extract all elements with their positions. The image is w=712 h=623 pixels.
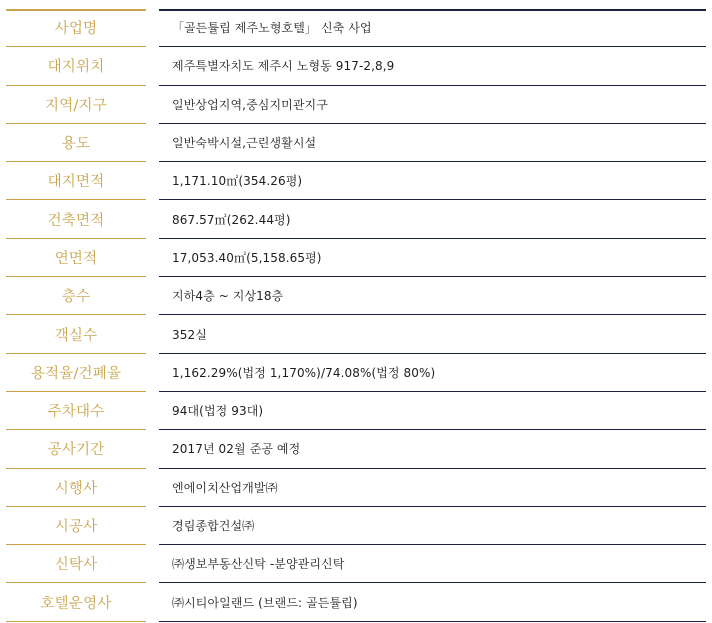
spec-value: 「골든튤립 제주노형호텔」 신축 사업 <box>172 21 372 36</box>
spec-label-cell <box>6 239 146 277</box>
spec-label-cell <box>6 354 146 392</box>
spec-label-cell <box>6 545 146 583</box>
spec-row-site-area <box>6 162 706 200</box>
spec-value: 제주특별자치도 제주시 노형동 917-2,8,9 <box>172 59 395 74</box>
spec-row-usage <box>6 124 706 162</box>
spec-label-cell <box>6 315 146 353</box>
spec-value-cell <box>159 239 706 277</box>
spec-value-cell <box>159 354 706 392</box>
spec-value: 17,053.40㎡(5,158.65평) <box>172 250 322 265</box>
spec-label: 대지위치 <box>47 59 105 76</box>
spec-value: 지하4층 ~ 지상18층 <box>172 289 284 304</box>
spec-label-cell <box>6 47 146 85</box>
spec-label-cell <box>6 277 146 315</box>
spec-label-cell <box>6 86 146 124</box>
spec-row-building-area <box>6 200 706 238</box>
spec-row-parking <box>6 392 706 430</box>
spec-value-cell <box>159 507 706 545</box>
spec-row-room-count <box>6 315 706 353</box>
spec-value-cell <box>159 86 706 124</box>
spec-label-cell <box>6 583 146 621</box>
spec-value-cell <box>159 545 706 583</box>
spec-value: 일반숙박시설,근린생활시설 <box>172 136 317 151</box>
spec-label: 신탁사 <box>54 557 98 574</box>
spec-value-cell <box>159 392 706 430</box>
spec-label-cell <box>6 392 146 430</box>
spec-label: 건축면적 <box>47 212 105 229</box>
spec-label-cell <box>6 430 146 468</box>
spec-value: 94대(법정 93대) <box>172 404 264 419</box>
spec-value-cell <box>159 124 706 162</box>
spec-label-cell <box>6 124 146 162</box>
spec-label: 공사기간 <box>47 442 105 459</box>
spec-row-construction-period <box>6 430 706 468</box>
spec-value: 867.57㎡(262.44평) <box>172 212 291 227</box>
spec-row-zoning <box>6 86 706 124</box>
spec-label: 주차대수 <box>47 404 105 421</box>
spec-label: 시공사 <box>54 519 98 535</box>
spec-value-cell <box>159 162 706 200</box>
spec-row-hotel-operator <box>6 583 706 621</box>
spec-value-cell <box>159 200 706 238</box>
spec-row-floor-area-ratio <box>6 354 706 392</box>
spec-label-cell <box>6 469 146 507</box>
spec-value: 1,162.29%(법정 1,170%)/74.08%(법정 80%) <box>172 365 436 380</box>
spec-row-trust-company <box>6 545 706 583</box>
spec-label-cell <box>6 9 146 47</box>
spec-row-floors <box>6 277 706 315</box>
spec-label: 객실수 <box>54 327 98 344</box>
spec-row-site-location <box>6 47 706 85</box>
spec-label: 층수 <box>61 289 91 306</box>
spec-row-total-floor-area <box>6 239 706 277</box>
spec-value-cell <box>159 430 706 468</box>
spec-label: 연면적 <box>54 250 98 267</box>
spec-value: 352실 <box>172 327 207 342</box>
spec-label: 사업명 <box>54 21 98 38</box>
spec-label-cell <box>6 507 146 545</box>
spec-label: 용적율/건폐율 <box>30 365 122 382</box>
spec-row-developer <box>6 469 706 507</box>
spec-value: 1,171.10㎡(354.26평) <box>172 174 303 189</box>
spec-label-cell <box>6 162 146 200</box>
spec-value-cell <box>159 583 706 621</box>
spec-label: 호텔운영사 <box>40 595 112 612</box>
spec-label-cell <box>6 200 146 238</box>
spec-value-cell <box>159 47 706 85</box>
spec-value-cell <box>159 315 706 353</box>
spec-value-cell <box>159 469 706 507</box>
spec-value-cell <box>159 9 706 47</box>
spec-value: 2017년 02월 준공 예정 <box>172 442 301 457</box>
spec-value-cell <box>159 277 706 315</box>
spec-row-contractor <box>6 507 706 545</box>
spec-label: 대지면적 <box>47 174 105 191</box>
project-spec-table <box>6 9 706 622</box>
spec-label: 지역/지구 <box>45 97 107 114</box>
spec-value: ㈜시티아일랜드 (브랜드: 골든튤립) <box>172 595 358 610</box>
spec-value: ㈜생보부동산신탁 -분양관리신탁 <box>172 557 345 572</box>
spec-value: 엔에이치산업개발㈜ <box>172 480 278 495</box>
spec-label: 시행사 <box>54 480 98 497</box>
spec-label: 용도 <box>61 136 91 153</box>
spec-value: 경림종합건설㈜ <box>172 519 255 533</box>
spec-row-project-name <box>6 9 706 47</box>
spec-value: 일반상업지역,중심지미관지구 <box>172 97 328 112</box>
